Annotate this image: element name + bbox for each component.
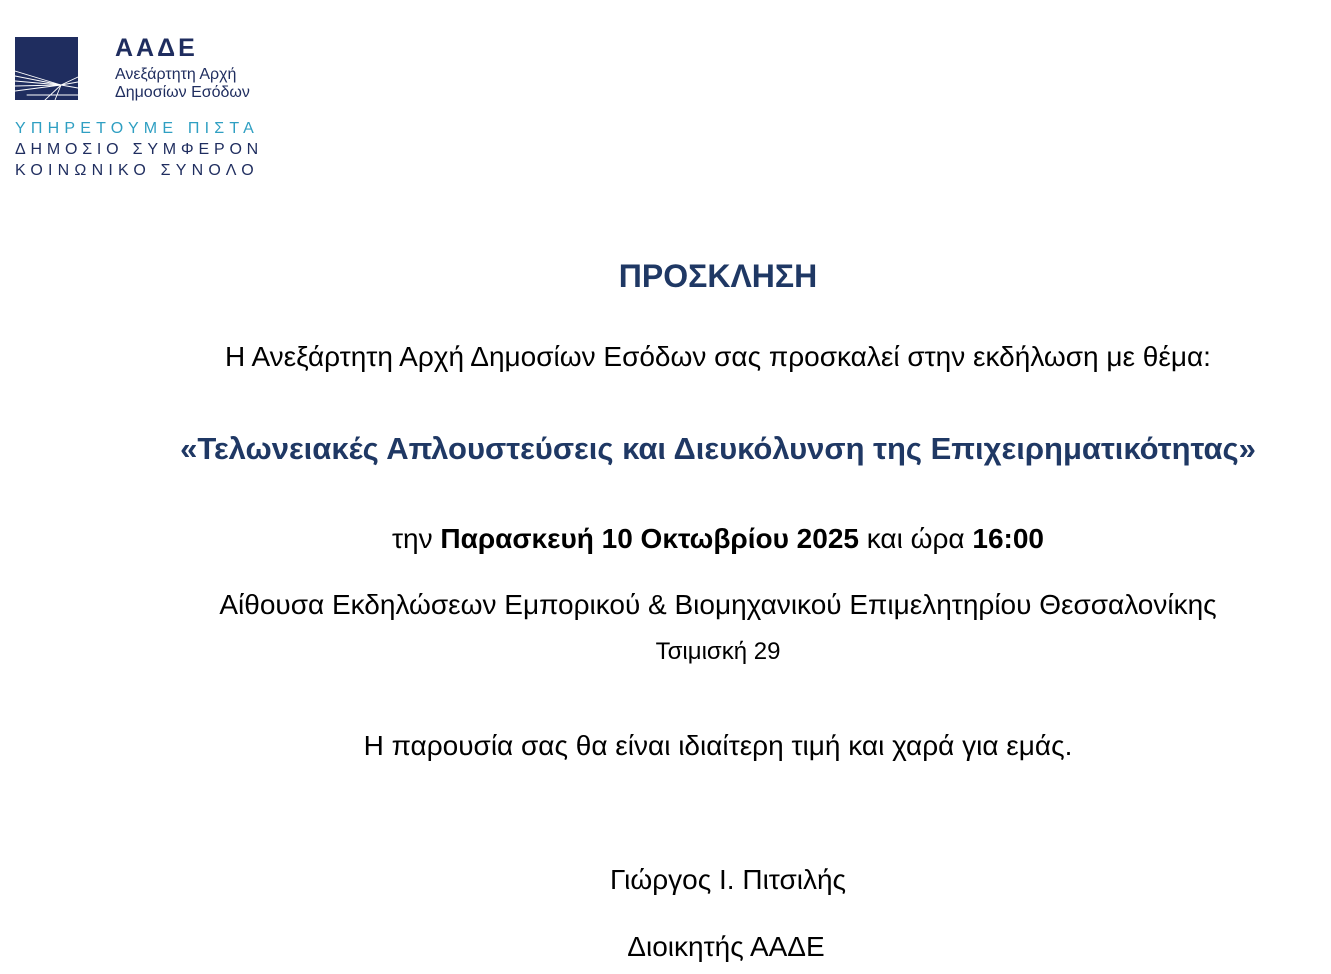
event-date: Παρασκευή 10 Οκτωβρίου 2025 bbox=[440, 523, 859, 554]
invitation-intro: Η Ανεξάρτητη Αρχή Δημοσίων Εσόδων σας προσκαλεί στην εκδήλωση με θέμα: bbox=[225, 341, 1211, 372]
venue: Αίθουσα Εκδηλώσεων Εμπορικού & Βιομηχανικού Επιμελητηρίου Θεσσαλονίκης bbox=[219, 589, 1217, 620]
logo-name-line1: Ανεξάρτητη Αρχή bbox=[115, 66, 237, 83]
aade-emblem-icon bbox=[15, 37, 78, 100]
slogan-line-3: ΚΟΙΝΩΝΙΚΟ ΣΥΝΟΛΟ bbox=[15, 162, 259, 179]
logo-acronym: ΑΑΔΕ bbox=[115, 34, 198, 62]
closing-remark: Η παρουσία σας θα είναι ιδιαίτερη τιμή και χαρά για εμάς. bbox=[363, 730, 1073, 761]
event-time: 16:00 bbox=[972, 523, 1044, 554]
venue-address: Τσιμισκή 29 bbox=[655, 638, 781, 665]
logo-name-line2: Δημοσίων Εσόδων bbox=[115, 84, 250, 101]
time-prefix: και ώρα bbox=[866, 523, 965, 554]
slogan-line-2: ΔΗΜΟΣΙΟ ΣΥΜΦΕΡΟΝ bbox=[15, 141, 264, 158]
page-title: ΠΡΟΣΚΛΗΣΗ bbox=[618, 258, 818, 294]
date-prefix: την bbox=[392, 523, 433, 554]
slogan-line-1: ΥΠΗΡΕΤΟΥΜΕ ΠΙΣΤΑ bbox=[15, 120, 260, 137]
signatory-position: Διοικητής ΑΑΔΕ bbox=[627, 931, 825, 962]
event-date-line bbox=[392, 525, 1044, 553]
event-subject: «Τελωνειακές Απλουστεύσεις και Διευκόλυνση της Επιχειρηματικότητας» bbox=[180, 431, 1256, 466]
signatory-name: Γιώργος Ι. Πιτσιλής bbox=[609, 864, 847, 895]
